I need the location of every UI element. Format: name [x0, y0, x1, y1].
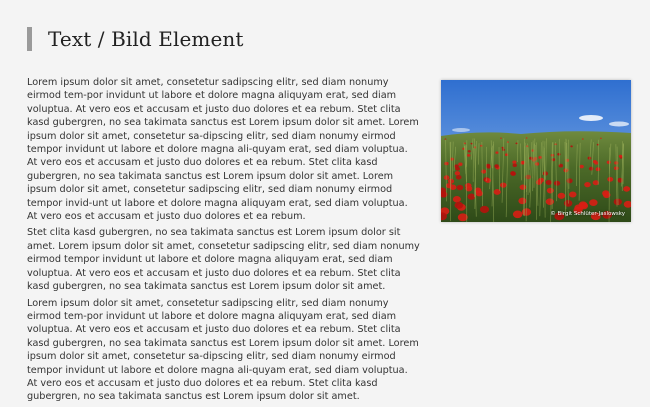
- paragraph-1: Lorem ipsum dolor sit amet, consetetur sadipscing elitr, sed diam nonumy eirmod tem-por invidunt ut labore et dolore magna aliquyam erat, sed diam voluptua. At vero eos et accusam et justo duo dolores et ea rebum. Stet clita kasd gubergren, no sea takimata sanctus est Lorem ipsum dolor sit amet. Lorem ipsum dolor sit amet, consetetur sa-dipscing elitr, sed diam nonumy eirmod tempor invidunt ut labore et dolore magna ali-quyam erat, sed diam voluptua. At vero eos et accusam et justo duo dolores et ea rebum. Stet clita kasd gubergren, no sea takimata sanctus est Lorem ipsum dolor sit amet. Lorem ipsum dolor sit amet, consetetur sadipscing elitr, sed diam nonumy eirmod tempor invid-unt ut labore et dolore magna aliquyam erat, sed diam voluptua. At vero eos et accusam et justo duo dolores et ea rebum.: [27, 76, 421, 223]
- section-heading: [27, 27, 244, 51]
- image-credit: © Birgit Schlüter-Jaslowsky: [550, 211, 625, 217]
- paragraph-3: Lorem ipsum dolor sit amet, consetetur sadipscing elitr, sed diam nonumy eirmod tem-por invidunt ut labore et dolore magna aliquyam erat, sed diam voluptua. At vero eos et accusam et justo duo dolores et ea rebum. Stet clita kasd gubergren, no sea takimata sanctus est Lorem ipsum dolor sit amet. Lorem ipsum dolor sit amet, consetetur sa-dipscing elitr, sed diam nonumy eirmod tempor invidunt ut labore et dolore magna ali-quyam erat, sed diam voluptua. At vero eos et accusam et justo duo dolores et ea rebum. Stet clita kasd gubergren, no sea takimata sanctus est Lorem ipsum dolor sit amet.: [27, 297, 421, 404]
- poppy-field-image: [441, 80, 631, 222]
- poppy-field-illustration: [441, 80, 631, 222]
- paragraph-2: Stet clita kasd gubergren, no sea takimata sanctus est Lorem ipsum dolor sit amet. Lorem ipsum dolor sit amet, consetetur sadipscing elitr, sed diam nonumy eirmod tempor invidunt ut labore et dolore magna aliquyam erat, sed diam voluptua. At vero eos et accusam et justo duo dolores et ea rebum. Stet clita kasd gubergren, no sea takimata sanctus est Lorem ipsum dolor sit amet.: [27, 226, 421, 293]
- text-column: [27, 76, 421, 407]
- heading-accent-bar: [27, 27, 32, 51]
- heading-title: Text / Bild Element: [48, 27, 244, 51]
